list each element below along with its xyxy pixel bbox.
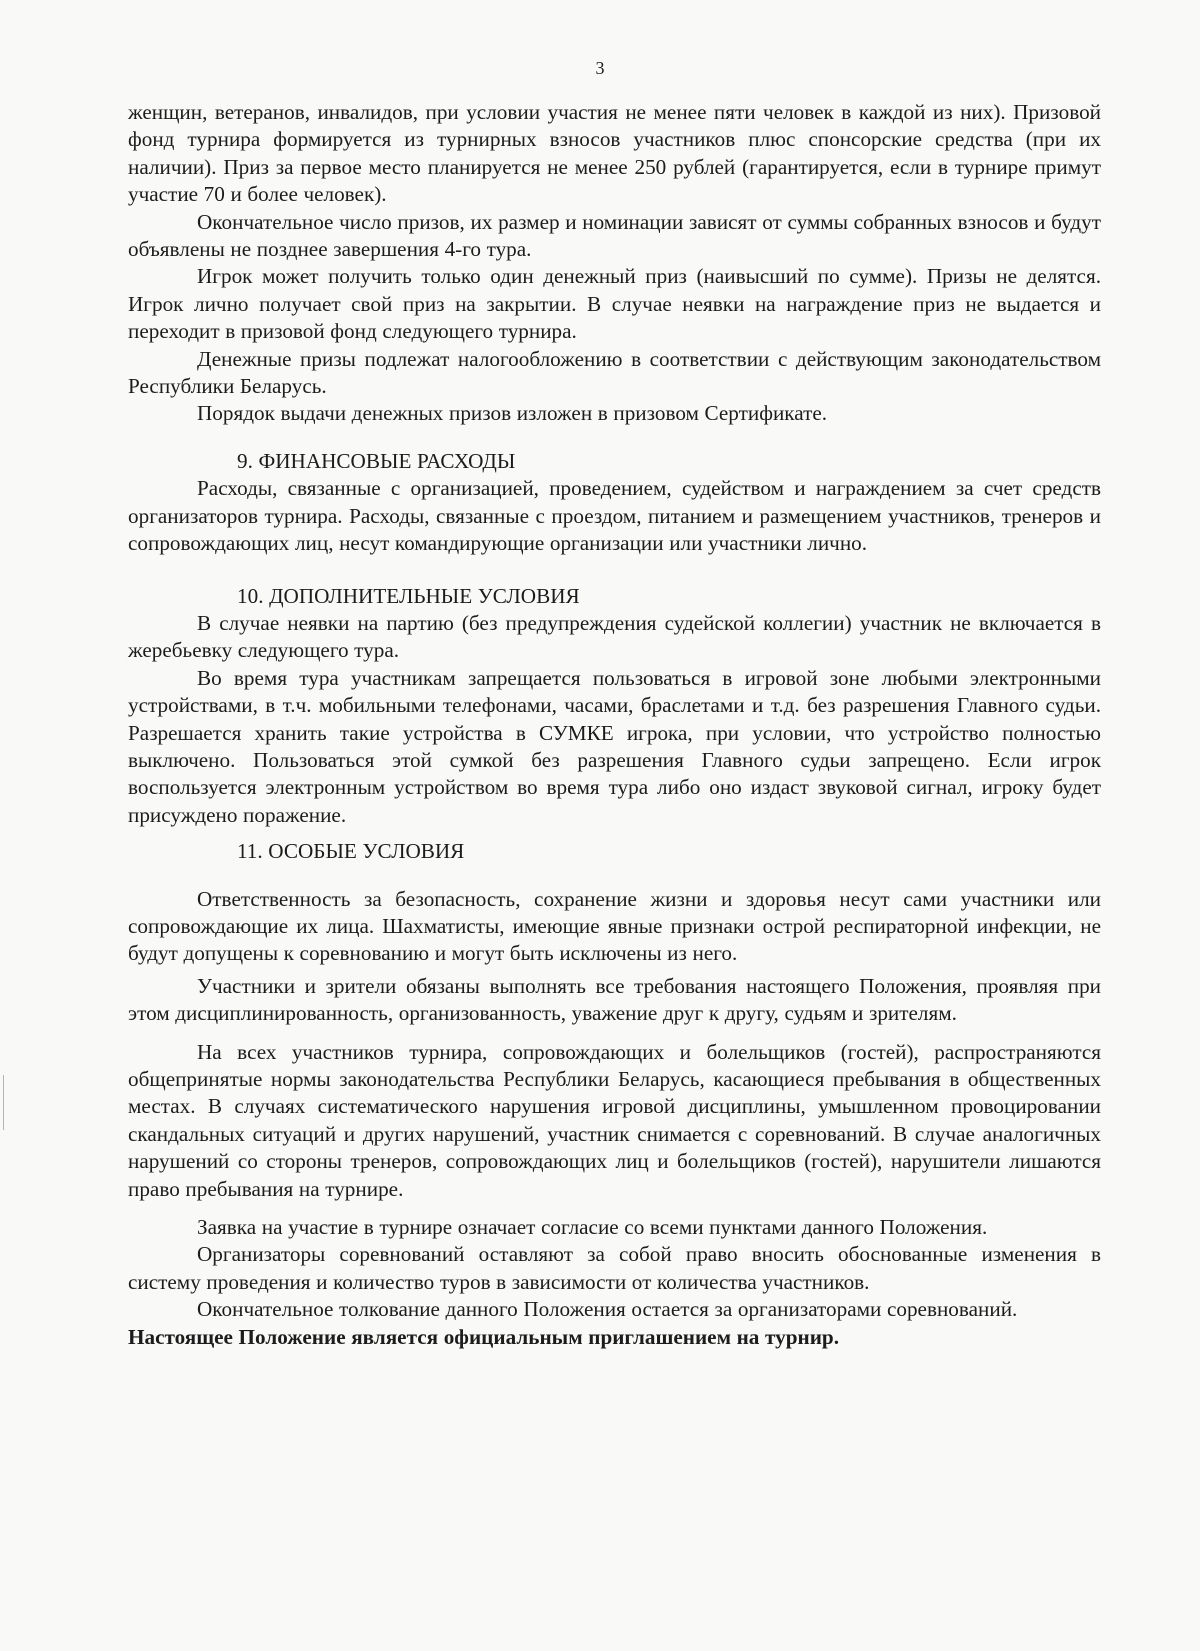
page-number: 3 xyxy=(595,58,605,78)
intro-paragraph-4: Денежные призы подлежат налогообложению в соответствии с действующим законодательством Республики Беларусь. xyxy=(128,346,1101,399)
section-11-paragraph-4: Заявка на участие в турнире означает согласие со всеми пунктами данного Положения. xyxy=(197,1215,988,1240)
closing-statement: Настоящее Положение является официальным приглашением на турнир. xyxy=(128,1324,840,1349)
intro-paragraph-1: женщин, ветеранов, инвалидов, при условии участия не менее пяти человек в каждой из них). Призовой фонд турнира формируется из турнирных взносов участников плюс спонсорские средства (при их наличии). Приз за первое место планируется не менее 250 рублей (гарантируется, если в турнире примут участие 70 и более человек). xyxy=(128,100,1101,207)
section-10-paragraph-1: В случае неявки на партию (без предупреждения судейской коллегии) участник не включается в жеребьевку следующего тура. xyxy=(128,610,1101,663)
section-11-paragraph-5: Организаторы соревнований оставляют за собой право вносить обоснованные изменения в систему проведения и количество туров в зависимости от количества участников. xyxy=(128,1242,1101,1294)
section-10-paragraph-2: Во время тура участникам запрещается пользоваться в игровой зоне любыми электронными устройствами, в т.ч. мобильными телефонами, часами, браслетами и т.д. без разрешения Главного судьи. Разрешается хранить такие устройства в СУМКЕ игрока, при условии, что устройство полностью выключено. Пользоваться этой сумкой без разрешения Главного судьи запрещено. Если игрок воспользуется электронным устройством во время тура либо оно издаст звуковой сигнал, игроку будет присуждено поражение. xyxy=(128,665,1101,827)
section-11-paragraph-2: Участники и зрители обязаны выполнять все требования настоящего Положения, проявляя при этом дисциплинированность, организованность, уважение друг к другу, судьям и зрителям. xyxy=(128,973,1101,1026)
section-11-heading: 11. ОСОБЫЕ УСЛОВИЯ xyxy=(237,839,465,864)
document-body xyxy=(128,99,1101,1351)
intro-paragraph-5: Порядок выдачи денежных призов изложен в призовом Сертификате. xyxy=(197,401,828,426)
intro-paragraph-3: Игрок может получить только один денежный приз (наивысший по сумме). Призы не делятся. Игрок лично получает свой приз на закрытии. В случае неявки на награждение приз не выдается и переходит в призовой фонд следующего турнира. xyxy=(128,264,1101,344)
scan-edge-mark xyxy=(3,1075,4,1130)
section-9-heading: 9. ФИНАНСОВЫЕ РАСХОДЫ xyxy=(237,448,516,473)
section-9-paragraph-1: Расходы, связанные с организацией, проведением, судейством и награждением за счет средств организаторов турнира. Расходы, связанные с проездом, питанием и размещением участников, тренеров и сопровождающих лиц, несут командирующие организации или участники лично. xyxy=(128,476,1101,556)
section-11-paragraph-6: Окончательное толкование данного Положения остается за организаторами соревнований. xyxy=(197,1297,1018,1322)
section-11-paragraph-3: На всех участников турнира, сопровождающих и болельщиков (гостей), распространяются общепринятые нормы законодательства Республики Беларусь, касающиеся пребывания в общественных местах. В случаях систематического нарушения игровой дисциплины, умышленном провоцировании скандальных ситуаций и других нарушений, участник снимается с соревнований. В случае аналогичных нарушений со стороны тренеров, сопровождающих лиц и болельщиков (гостей), нарушители лишаются право пребывания на турнире. xyxy=(128,1039,1101,1201)
intro-paragraph-2: Окончательное число призов, их размер и номинации зависят от суммы собранных взносов и будут объявлены не позднее завершения 4-го тура. xyxy=(128,209,1101,262)
section-10-heading: 10. ДОПОЛНИТЕЛЬНЫЕ УСЛОВИЯ xyxy=(237,583,580,608)
section-11-paragraph-1: Ответственность за безопасность, сохранение жизни и здоровья несут сами участники или сопровождающие их лица. Шахматисты, имеющие явные признаки острой респираторной инфекции, не будут допущены к соревнованию и могут быть исключены из него. xyxy=(128,886,1101,966)
